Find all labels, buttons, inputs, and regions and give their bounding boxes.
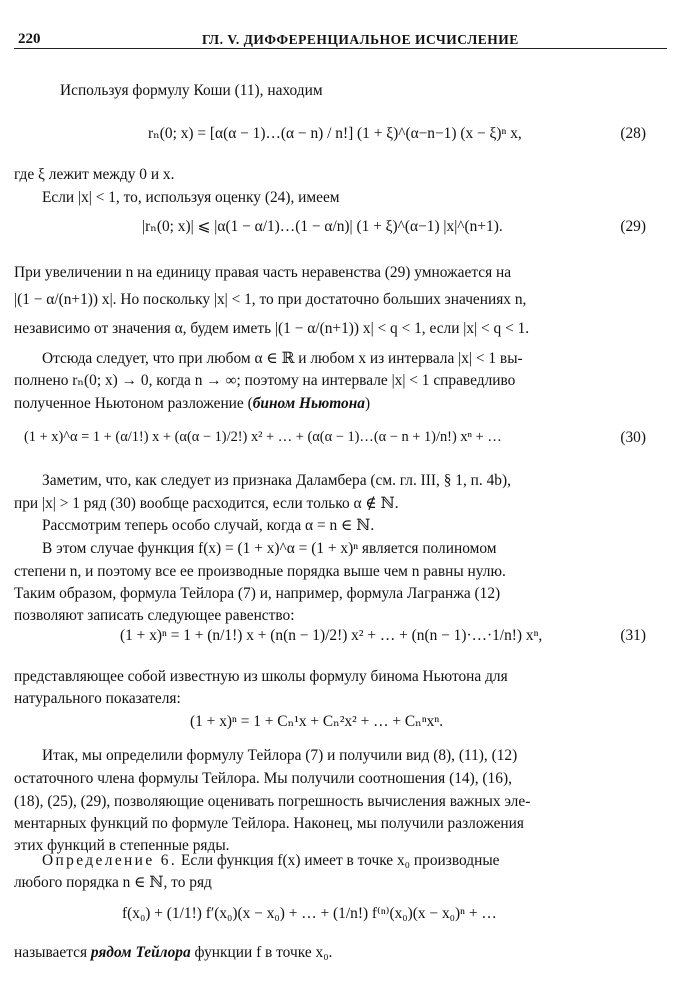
text-line: При увеличении n на единицу правая часть неравенства (29) умножается на [14,264,512,281]
text-span: полученное Ньютоном разложение ( [14,395,253,412]
page-number: 220 [18,31,41,47]
text-line: Если |x| < 1, то, используя оценку (24), имеем [42,189,340,206]
text-line: (18), (25), (29), позволяющие оценивать погрешность вычисления важных эле- [14,793,531,810]
text-line: Заметим, что, как следует из признака Даламбера (см. гл. III, § 1, п. 4b), [42,472,511,489]
text-line: позволяют записать следующее равенство: [14,607,295,624]
text-line [14,393,370,414]
text-line: Итак, мы определили формулу Тейлора (7) и получили вид (8), (11), (12) [42,747,518,764]
equation-29: |rₙ(0; x)| ⩽ |α(1 − α/1)…(1 − α/n)| (1 + ξ)^(α−1) |x|^(n+1). [142,218,503,235]
text-line: степени n, и поэтому все ее производные порядка выше чем n равны нулю. [14,563,506,580]
text-line: где ξ лежит между 0 и x. [14,166,175,183]
text-line: В этом случае функция f(x) = (1 + x)^α = (1 + x)ⁿ является полиномом [42,540,497,557]
text-line: Рассмотрим теперь особо случай, когда α = n ∈ ℕ. [42,517,375,534]
chapter-title: ГЛ. V. ДИФФЕРЕНЦИАЛЬНОЕ ИСЧИСЛЕНИЕ [202,32,519,47]
equation-number-31: (31) [620,627,646,644]
text-line: |(1 − α/(n+1)) x|. Но поскольку |x| < 1, то при достаточно больших значениях n, [14,291,527,308]
definition-line [42,850,500,871]
text-line: независимо от значения α, будем иметь |(1 − α/(n+1)) x| < q < 1, если |x| < q < 1. [14,320,530,337]
text-line: остаточного члена формулы Тейлора. Мы получили соотношения (14), (16), [14,770,512,787]
equation-number-28: (28) [620,125,646,142]
text-line: Таким образом, формула Тейлора (7) и, например, формула Лагранжа (12) [14,585,501,602]
text-span: ) [364,395,371,412]
text-line: Отсюда следует, что при любом α ∈ ℝ и любом x из интервала |x| < 1 вы- [42,350,523,367]
text-line: любого порядка n ∈ ℕ, то ряд [14,874,212,891]
paragraph-cauchy: Используя формулу Коши (11), находим [60,82,323,99]
text-line: полнено rₙ(0; x) → 0, когда n → ∞; поэтому на интервале |x| < 1 справедливо [14,372,516,389]
equation-31: (1 + x)ⁿ = 1 + (n/1!) x + (n(n − 1)/2!) x² + … + (n(n − 1)·…·1/n!) xⁿ, [120,627,543,644]
equation-taylor-series: f(x₀) + (1/1!) f′(x₀)(x − x₀) + … + (1/n!) f⁽ⁿ⁾(x₀)(x − x₀)ⁿ + … [122,905,497,922]
emphasis-taylor-series: рядом Тейлора [90,944,191,961]
equation-number-29: (29) [620,218,646,235]
text-line: ментарных функций по формуле Тейлора. Наконец, мы получили разложения [14,815,524,832]
text-span: функции f в точке x₀. [190,944,333,961]
text-line: при |x| > 1 ряд (30) вообще расходится, если только α ∉ ℕ. [14,495,399,512]
equation-binomial: (1 + x)ⁿ = 1 + Cₙ¹x + Cₙ²x² + … + Cₙⁿxⁿ. [190,713,444,730]
definition-label: Определение 6. [42,852,178,869]
equation-number-30: (30) [620,429,646,446]
text-line: натурального показателя: [14,690,181,707]
text-line [14,942,332,963]
equation-28: rₙ(0; x) = [α(α − 1)…(α − n) / n!] (1 + ξ)^(α−n−1) (x − ξ)ⁿ x, [148,125,522,142]
equation-30: (1 + x)^α = 1 + (α/1!) x + (α(α − 1)/2!) x² + … + (α(α − 1)…(α − n + 1)/n!) xⁿ + … [24,429,502,445]
text-line: этих функций в степенные ряды. [14,837,230,854]
text-span: Если функция f(x) имеет в точке x₀ производные [181,852,500,869]
running-header [14,8,667,49]
text-line: представляющее собой известную из школы формулу бинома Ньютона для [14,668,508,685]
text-span: называется [14,944,91,961]
emphasis-newton-binomial: бином Ньютона [252,395,365,412]
